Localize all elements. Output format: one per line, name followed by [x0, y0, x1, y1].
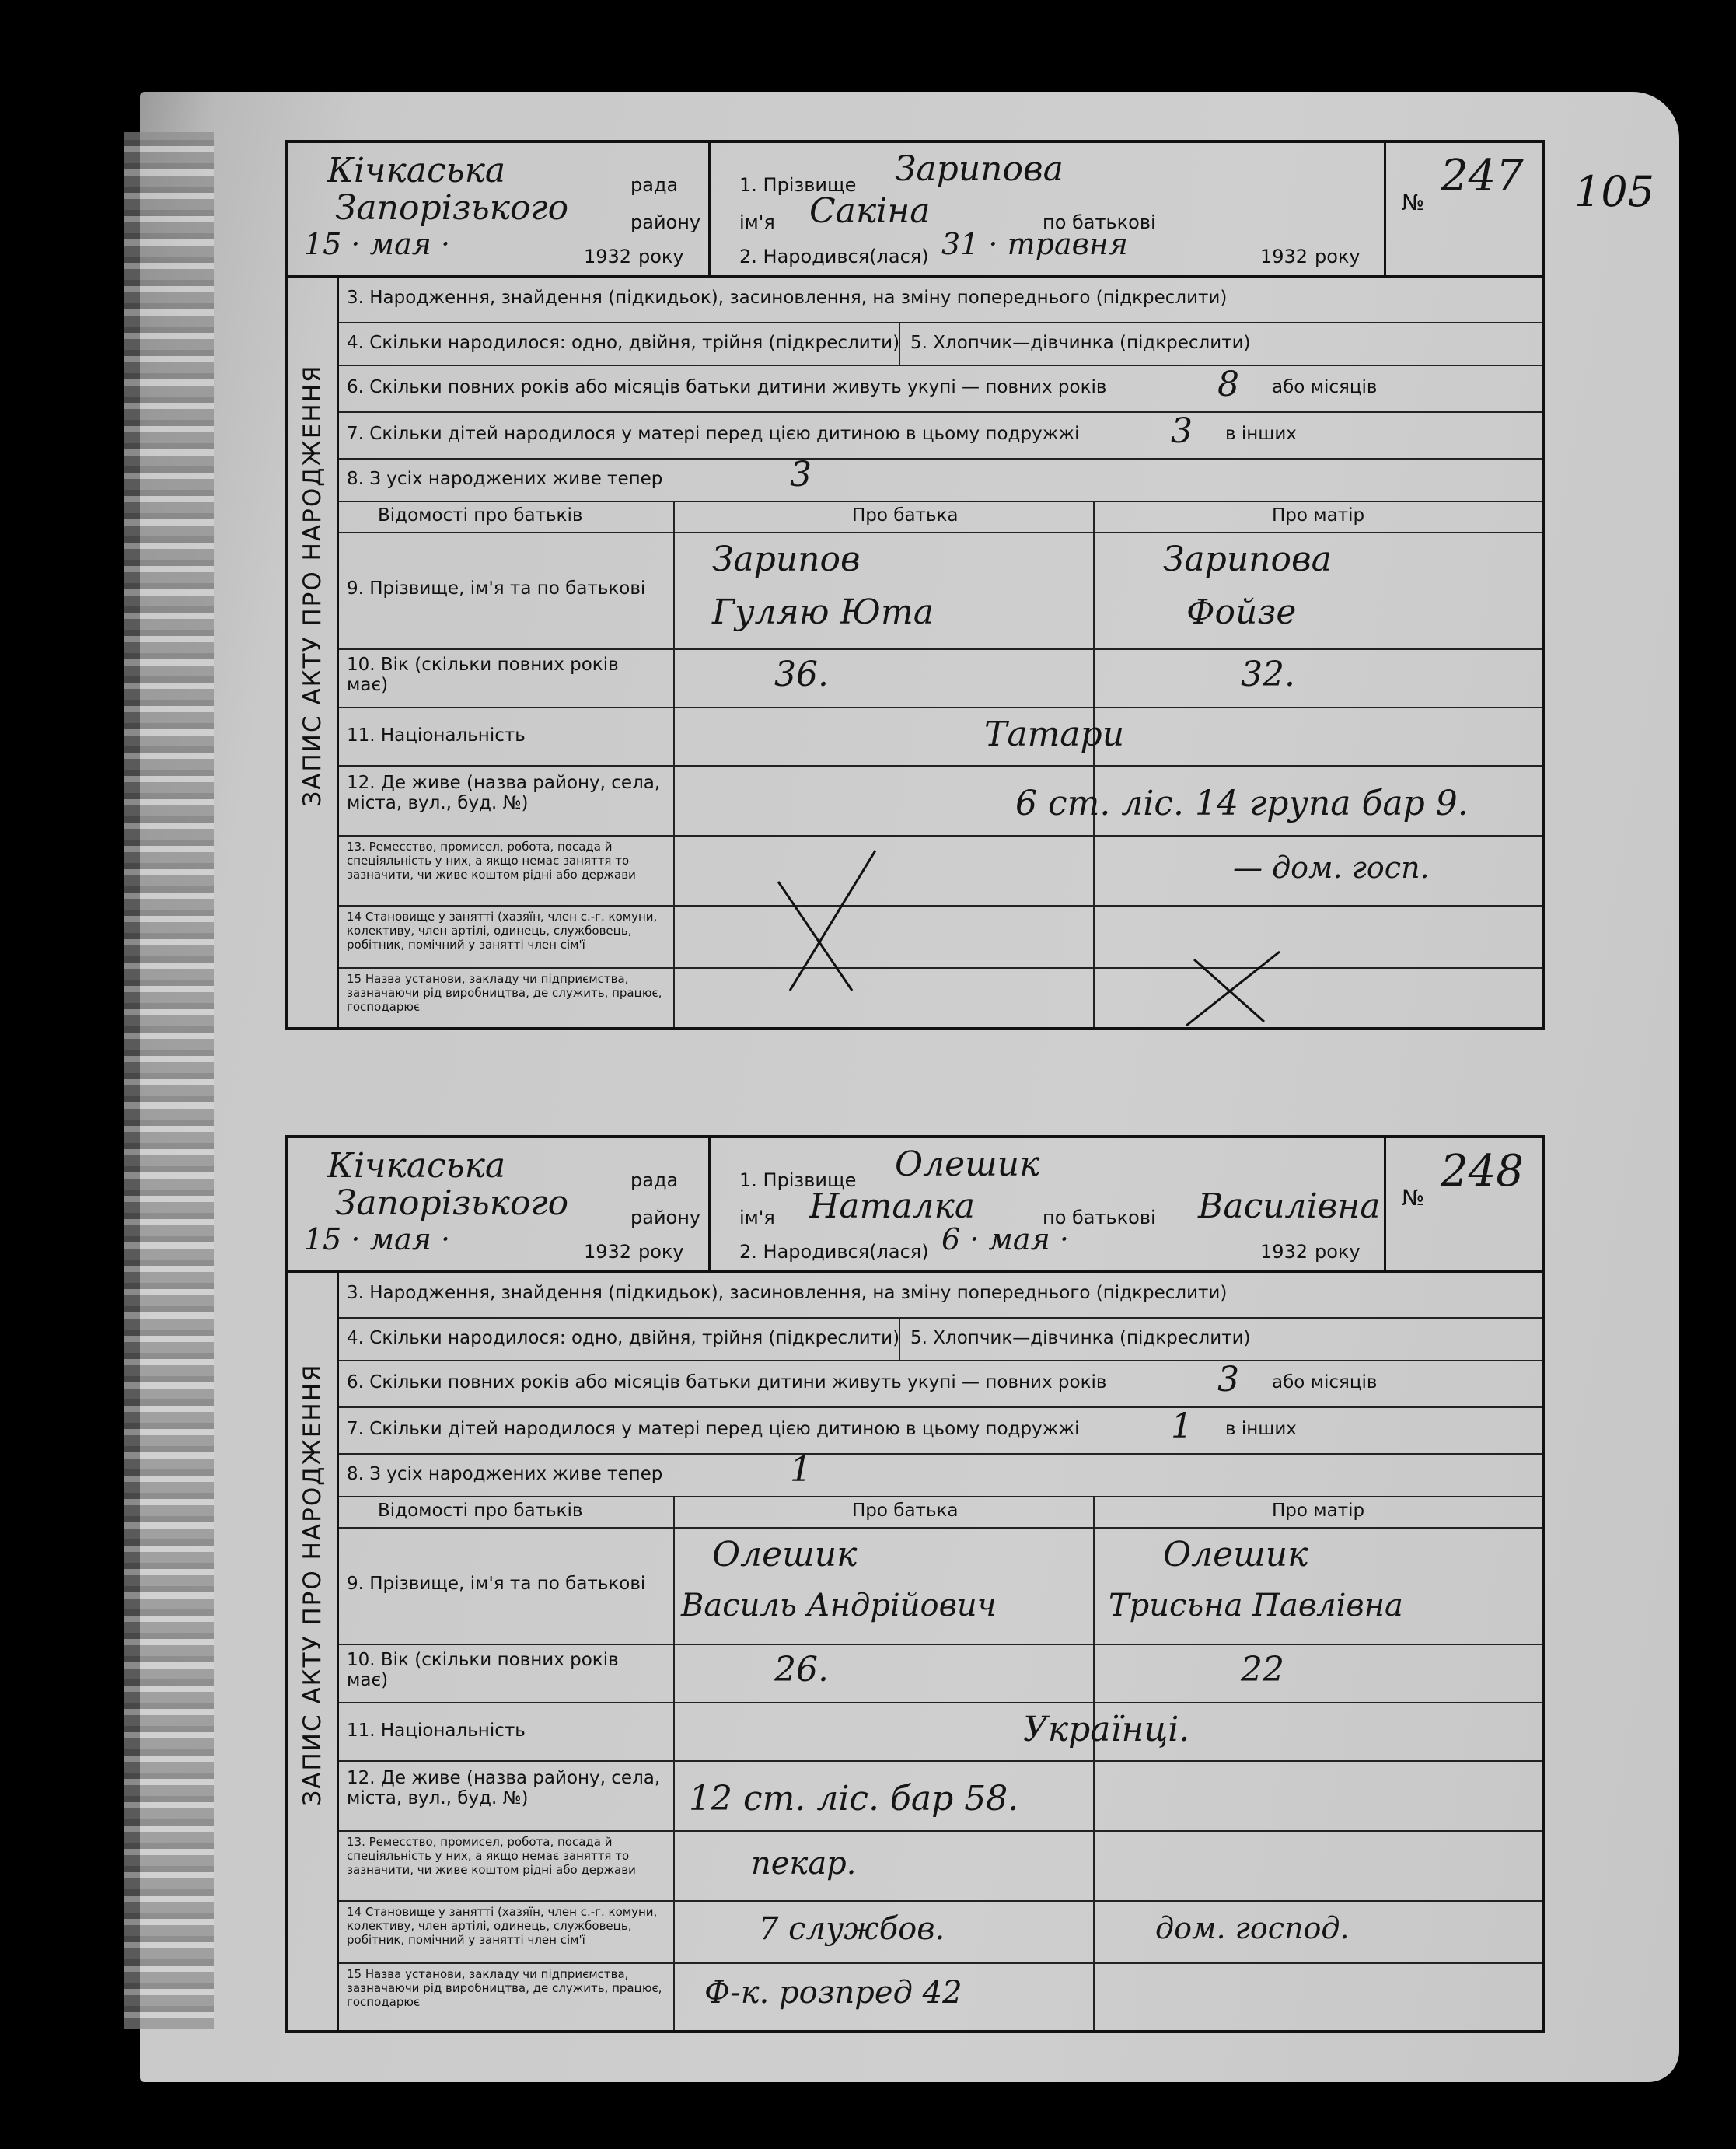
parents-header-row: Відомості про батьків Про батька Про матір [339, 501, 1542, 533]
cross-out-marks [673, 835, 1591, 1029]
registry-office-block [288, 1138, 711, 1270]
born-label: 2. Народився(лася) [739, 1241, 929, 1263]
row-9: 9. Прізвище, ім'я та по батькові Зарипов Гуляю Юта Зарипова Фойзе [339, 532, 1542, 650]
birth-record-card-2 [285, 1135, 1545, 2033]
children-before: 3 [1171, 411, 1193, 451]
mother-age: 22 [1241, 1650, 1284, 1689]
registration-date: 15 · мая · [304, 227, 451, 261]
surname-value: Зарипова [895, 149, 1064, 189]
born-value: 6 · мая · [941, 1222, 1069, 1256]
address: 12 ст. ліс. бар 58. [689, 1779, 1019, 1819]
row-11: 11. Національність Татари [339, 707, 1542, 767]
registration-date: 15 · мая · [304, 1222, 451, 1256]
mother-surname: Зарипова [1163, 540, 1332, 579]
years-together: 8 [1217, 365, 1239, 404]
row-13: 13. Ремесство, промисел, робота, посада й спеціяльність у них, а якщо немає заняття то зазначити, чи живе коштом рідні або держави пекар. [339, 1830, 1542, 1902]
mother-age: 32. [1241, 655, 1295, 694]
born-roku-label: року [1315, 246, 1361, 267]
row-6: 6. Скільки повних років або місяців батьки дитини живуть укупі — повних років 3 або місяців [339, 1360, 1542, 1408]
row-7: 7. Скільки дітей народилося у матері перед цією дитиною в цьому подружжі 1 в інших [339, 1406, 1542, 1455]
year-label: 1932 [584, 1241, 632, 1263]
roku-label: року [638, 246, 684, 267]
row-9: 9. Прізвище, ім'я та по батькові Олешик Василь Андрійович Олешик Трисьна Павлівна [339, 1527, 1542, 1645]
row-12: 12. Де живе (назва району, села, міста, вул., буд. №) 6 ст. ліс. 14 група бар 9. [339, 765, 1542, 837]
nationality: Татари [984, 715, 1125, 754]
record-header [288, 143, 1542, 278]
father-age: 36. [774, 655, 829, 694]
father-surname: Олешик [712, 1535, 858, 1574]
row-13: 13. Ремесство, промисел, робота, посада й спеціяльність у них, а якщо немає заняття то зазначити, чи живе коштом рідні або держави — дом. госп. [339, 835, 1542, 907]
father-age: 26. [774, 1650, 829, 1689]
row-4-5: 4. Скільки народилося: одно, двійня, трійня (підкреслити) 5. Хлопчик—дівчинка (підкреслити) [339, 1317, 1542, 1361]
page-margin-number: 105 [1574, 167, 1655, 216]
mother-name: Фойзе [1186, 592, 1297, 632]
patronymic-label: по батькові [1043, 211, 1156, 233]
nationality: Українці. [1023, 1710, 1190, 1749]
row-14: 14 Становище у занятті (хазяїн, член с.-г. комуни, колективу, член артілі, одинець, службовець, робітник, помічний у занятті член сім'ї [339, 905, 1542, 969]
row-15: 15 Назва установи, закладу чи підприємства, зазначаючи рід виробництва, де служить, працює, господарює Ф-к. розпред 42 [347, 1967, 962, 2011]
surname-label: 1. Прізвище [739, 174, 857, 196]
record-body [337, 1270, 1542, 2030]
birth-record-card-1 [285, 140, 1545, 1030]
vertical-title: ЗАПИС АКТУ ПРО НАРОДЖЕННЯ [299, 1362, 327, 1806]
row-11: 11. Національність Українці. [339, 1702, 1542, 1762]
born-value: 31 · травня [941, 227, 1128, 261]
address: 6 ст. ліс. 14 група бар 9. [1015, 784, 1469, 823]
raion-value: Запорізького [335, 188, 569, 228]
rada-label: рада [630, 174, 679, 196]
row-14: 14 Становище у занятті (хазяїн, член с.-г. комуни, колективу, член артілі, одинець, службовець, робітник, помічний у занятті член сім'ї 7 службов. дом. господ. [339, 1900, 1542, 1964]
mother-name: Трисьна Павлівна [1109, 1588, 1403, 1623]
mother-occupation: — дом. госп. [1233, 851, 1430, 885]
father-status: 7 службов. [759, 1911, 945, 1947]
row-3: 3. Народження, знайдення (підкидьок), засиновлення, на зміну попереднього (підкреслити) [339, 275, 1542, 323]
surname-value: Олешик [895, 1144, 1040, 1184]
raion-label: районy [630, 211, 701, 233]
record-number: 247 [1441, 151, 1524, 201]
record-number-block [1384, 1138, 1542, 1270]
patronymic-value: Василівна [1198, 1186, 1381, 1226]
alive-now: 1 [790, 1450, 812, 1490]
name-label: ім'я [739, 211, 775, 233]
page-binding [124, 132, 214, 2029]
name-label: ім'я [739, 1207, 775, 1228]
children-before: 1 [1171, 1406, 1193, 1446]
vertical-title: ЗАПИС АКТУ ПРО НАРОДЖЕННЯ [299, 363, 327, 807]
row-6: 6. Скільки повних років або місяців батьки дитини живуть укупі — повних років 8 або місяців [339, 365, 1542, 413]
row-12: 12. Де живе (назва району, села, міста, вул., буд. №) 12 ст. ліс. бар 58. [339, 1760, 1542, 1832]
roku-label: року [638, 1241, 684, 1263]
father-surname: Зарипов [712, 540, 861, 579]
registry-office-block [288, 143, 711, 275]
surname-label: 1. Прізвище [739, 1169, 857, 1191]
mother-occupation: дом. господ. [1155, 1911, 1350, 1945]
row-10: 10. Вік (скільки повних років має) 26. 22 [339, 1644, 1542, 1703]
record-number-block [1384, 143, 1542, 275]
year-label: 1932 [584, 246, 632, 267]
row-10: 10. Вік (скільки повних років має) 36. 32. [339, 648, 1542, 708]
father-name: Гуляю Юта [712, 592, 934, 632]
patronymic-label: по батькові [1043, 1207, 1156, 1228]
raion-value: Запорізького [335, 1183, 569, 1223]
row-8: 8. З усіх народжених живе тепер 3 [339, 458, 1542, 502]
rada-value: Кічкаська [327, 1146, 506, 1186]
record-number: 248 [1441, 1146, 1524, 1197]
number-label: № [1402, 1185, 1425, 1211]
name-value: Наталка [809, 1186, 976, 1226]
number-label: № [1402, 190, 1425, 215]
parents-header-row: Відомості про батьків Про батька Про матір [339, 1496, 1542, 1529]
row-4-5: 4. Скільки народилося: одно, двійня, трійня (підкреслити) 5. Хлопчик—дівчинка (підкреслити) [339, 322, 1542, 366]
row-7: 7. Скільки дітей народилося у матері перед цією дитиною в цьому подружжі 3 в інших [339, 411, 1542, 460]
father-name: Василь Андрійович [681, 1588, 997, 1623]
father-occupation: пекар. [751, 1846, 857, 1882]
name-value: Сакіна [809, 191, 931, 231]
raion-label: районy [630, 1207, 701, 1228]
born-year-label: 1932 [1260, 246, 1308, 267]
record-body [337, 275, 1542, 1027]
alive-now: 3 [790, 455, 812, 494]
born-roku-label: року [1315, 1241, 1361, 1263]
row-15: 15 Назва установи, закладу чи підприємства, зазначаючи рід виробництва, де служить, працює, господарює [347, 972, 662, 1014]
father-workplace: Ф-к. розпред 42 [704, 1975, 962, 2011]
row-8: 8. З усіх народжених живе тепер 1 [339, 1453, 1542, 1497]
years-together: 3 [1217, 1360, 1239, 1399]
born-label: 2. Народився(лася) [739, 246, 929, 267]
record-header [288, 1138, 1542, 1273]
rada-value: Кічкаська [327, 151, 506, 190]
row-3: 3. Народження, знайдення (підкидьок), засиновлення, на зміну попереднього (підкреслити) [339, 1270, 1542, 1319]
born-year-label: 1932 [1260, 1241, 1308, 1263]
rada-label: рада [630, 1169, 679, 1191]
mother-surname: Олешик [1163, 1535, 1308, 1574]
